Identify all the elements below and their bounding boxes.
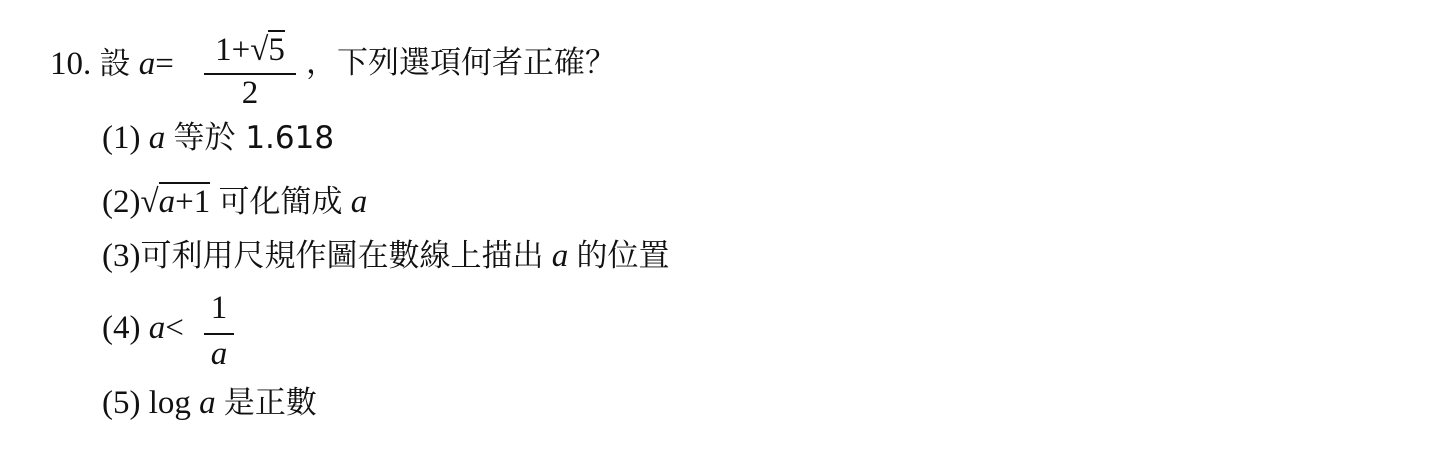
- option-1: [102, 122, 334, 155]
- fraction-bar: [204, 333, 234, 335]
- fraction-denominator: a: [210, 336, 228, 372]
- option-variable: a: [350, 184, 368, 220]
- option-variable: a: [148, 310, 166, 346]
- option-label: (4): [102, 310, 141, 346]
- numerator-one-plus: 1+: [215, 32, 251, 68]
- question-lead: 設: [99, 46, 131, 82]
- question-equals: =: [155, 46, 174, 82]
- question-number: 10.: [50, 46, 92, 82]
- option-relation: <: [165, 310, 184, 346]
- option-4-fraction: [204, 292, 234, 372]
- option-4: [102, 312, 184, 345]
- option-function: log: [148, 385, 191, 421]
- sqrt-symbol: √: [140, 184, 159, 220]
- sqrt-symbol: √: [250, 32, 269, 68]
- option-label: (5): [102, 385, 141, 421]
- question-tail: ，下列選項何者正確？: [306, 45, 616, 81]
- fraction-denominator: 2: [241, 75, 259, 111]
- radicand-rest: +1: [175, 184, 211, 220]
- question-variable: a: [138, 46, 156, 82]
- option-variable: a: [551, 238, 569, 274]
- option-text: 等於 1.618: [173, 120, 335, 156]
- option-5: [102, 387, 317, 420]
- option-variable: a: [148, 120, 166, 156]
- option-text: 可化簡成: [218, 184, 343, 220]
- fraction-numerator: [204, 30, 296, 67]
- option-label: (1): [102, 120, 141, 156]
- question-stem-prefix: [50, 48, 174, 81]
- option-text: 是正數: [223, 385, 317, 421]
- option-2: [102, 182, 367, 219]
- option-text-before: 可利用尺規作圖在數線上描出: [140, 238, 544, 274]
- option-3: [102, 240, 669, 273]
- option-label: (2): [102, 184, 141, 220]
- option-text-after: 的位置: [576, 238, 670, 274]
- sqrt-radicand: [159, 182, 211, 219]
- numerator-radicand: 5: [268, 32, 285, 68]
- question-fraction: [204, 30, 296, 110]
- option-variable: a: [199, 385, 216, 421]
- option-label: (3): [102, 238, 141, 274]
- radicand-variable: a: [158, 184, 176, 220]
- fraction-numerator: 1: [210, 290, 228, 326]
